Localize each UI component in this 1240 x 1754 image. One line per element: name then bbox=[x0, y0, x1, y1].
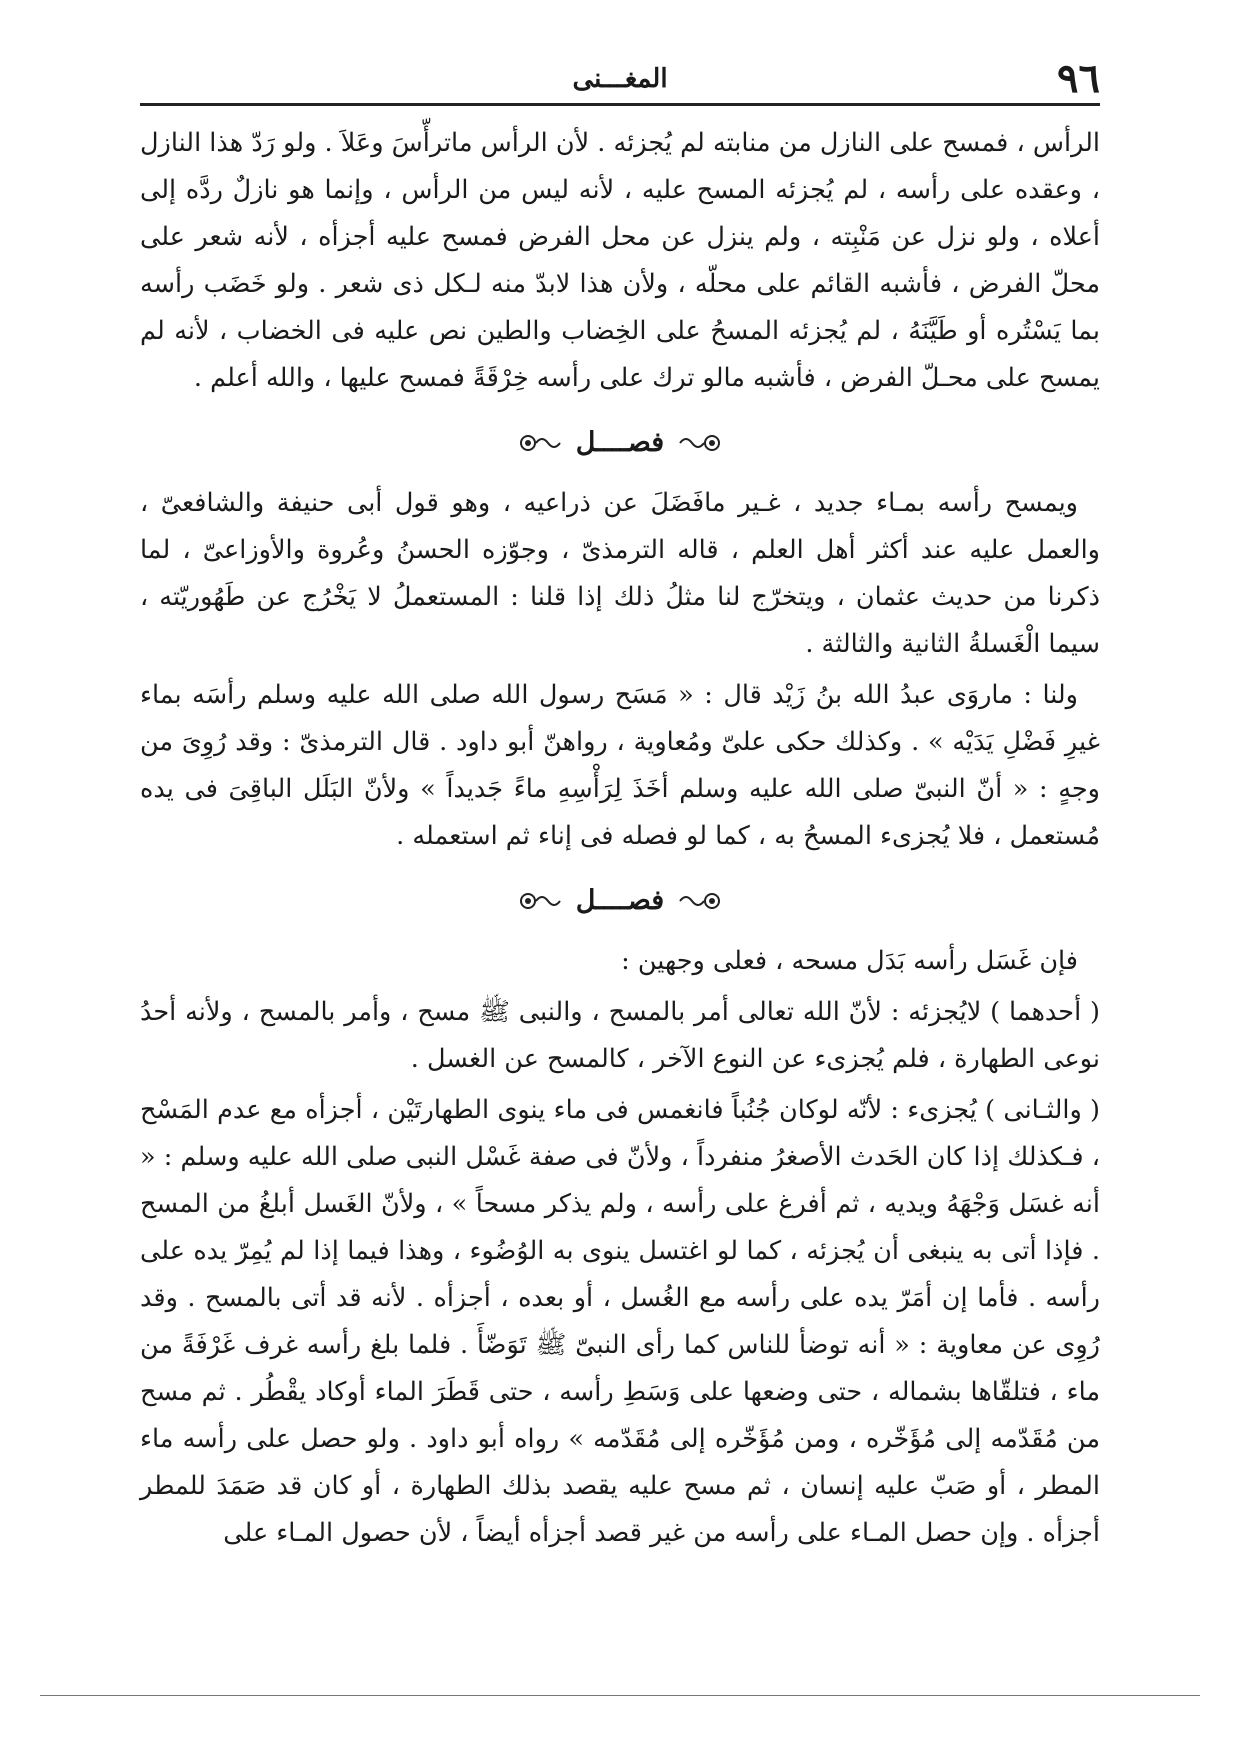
footer-rule bbox=[40, 1695, 1200, 1696]
book-page bbox=[140, 55, 1100, 1705]
section-heading-text: فصــــل bbox=[575, 885, 665, 916]
ornament-icon bbox=[678, 431, 722, 455]
paragraph: ( أحدهما ) لايُجزئه : لأنّ الله تعالى أمر بالمسح ، والنبى ﷺ مسح ، وأمر بالمسح ، ولأنه أحدُ نوعى الطهارة ، فلم يُجزىء عن النوع الآخر ، كالمسح عن الغسل . bbox=[140, 997, 1100, 1074]
paragraph: الرأس ، فمسح على النازل من منابته لم يُجزئه . لأن الرأس ماترأّسَ وعَلاَ . ولو رَدّ هذا النازل ، وعقده على رأسه ، لم يُجزئه المسح عليه ، لأنه ليس من الرأس ، وإنما هو نازلٌ ردَّه إلى أعلاه ، ولو نزل عن مَنْبِته ، ولم ينزل عن محل الفرض فمسح عليه أجزأه ، لأنه شعر على محلّ الفرض ، فأشبه القائم على محلّه ، ولأن هذا لابدّ منه لـكل ذى شعر . ولو خَضَب رأسه بما يَسْتُره أو طَيَّنَهُ ، لم يُجزئه المسحُ على الخِضاب والطين نص عليه فى الخضاب ، لأنه لم يمسح على محـلّ الفرض ، فأشبه مالو ترك على رأسه خِرْقَةً فمسح عليها ، والله أعلم . bbox=[140, 128, 1100, 393]
section-heading-text: فصــــل bbox=[575, 427, 665, 458]
ornament-icon bbox=[678, 889, 722, 913]
paragraph: ولنا : ماروَى عبدُ الله بنُ زَيْد قال : « مَسَح رسول الله صلى الله عليه وسلم رأسَه بماء غيرِ فَضْلِ يَدَيْه » . وكذلك حكى علىّ ومُعاوية ، رواهنّ أبو داود . قال الترمذىّ : وقد رُوِىَ من وجهٍ : « أنّ النبىّ صلى الله عليه وسلم أخَذَ لِرَأْسِهِ ماءً جَديداً » ولأنّ البَلَل الباقِىَ فى يده مُستعمل ، فلا يُجزىء المسحُ به ، كما لو فصله فى إناء ثم استعمله . bbox=[140, 680, 1100, 851]
paragraph: ( والثـانى ) يُجزىء : لأنّه لوكان جُنُباً فانغمس فى ماء ينوى الطهارتَيْن ، أجزأه مع عدم المَسْح ، فـكذلك إذا كان الحَدث الأصغرُ منفرداً ، ولأنّ فى صفة غَسْل النبى صلى الله عليه وسلم : « أنه غسَل وَجْهَهُ ويديه ، ثم أفرغ على رأسه ، ولم يذكر مسحاً » ، ولأنّ الغَسل أبلغُ من المسح . فإذا أتى به ينبغى أن يُجزئه ، كما لو اغتسل ينوى به الوُضُوء ، وهذا فيما إذا لم يُمِرّ يده على رأسه . فأما إن أمَرّ يده على رأسه مع الغُسل ، أو بعده ، أجزأه . لأنه قد أتى بالمسح . وقد رُوِى عن معاوية : « أنه توضأ للناس كما رأى النبىّ ﷺ تَوَضّأَ . فلما بلغ رأسه غرف غَرْفَةً من ماء ، فتلقّاها بشماله ، حتى وضعها على وَسَطِ رأسه ، حتى قَطَرَ الماء أوكاد يقْطُر . ثم مسح من مُقَدّمه إلى مُؤَخّره ، ومن مُؤَخّره إلى مُقَدّمه » رواه أبو داود . ولو حصل على رأسه ماء المطر ، أو صَبّ عليه إنسان ، ثم مسح عليه يقصد بذلك الطهارة ، أو كان قد صَمَدَ للمطر أجزأه . وإن حصل المـاء على رأسه من غير قصد أجزأه أيضاً ، لأن حصول المـاء على bbox=[140, 1095, 1100, 1548]
section-heading bbox=[140, 406, 1100, 480]
ornament-icon bbox=[518, 431, 562, 455]
page-number: ٩٦ bbox=[1057, 55, 1100, 102]
section-heading bbox=[140, 864, 1100, 938]
page-header bbox=[140, 55, 1100, 106]
ornament-icon bbox=[518, 889, 562, 913]
running-title: المغـــنى bbox=[572, 64, 668, 94]
page-body bbox=[140, 106, 1100, 1557]
paragraph: فإن غَسَل رأسه بَدَل مسحه ، فعلى وجهين : bbox=[621, 946, 1078, 976]
paragraph: ويمسح رأسه بمـاء جديد ، غـير مافَضَلَ عن ذراعيه ، وهو قول أبى حنيفة والشافعىّ ، والعمل عليه عند أكثر أهل العلم ، قاله الترمذىّ ، وجوّزه الحسنُ وعُروة والأوزاعىّ ، لما ذكرنا من حديث عثمان ، ويتخرّج لنا مثلُ ذلك إذا قلنا : المستعملُ لا يَخْرُج عن طَهُوريّته ، سيما الْغَسلةُ الثانية والثالثة . bbox=[140, 488, 1100, 659]
